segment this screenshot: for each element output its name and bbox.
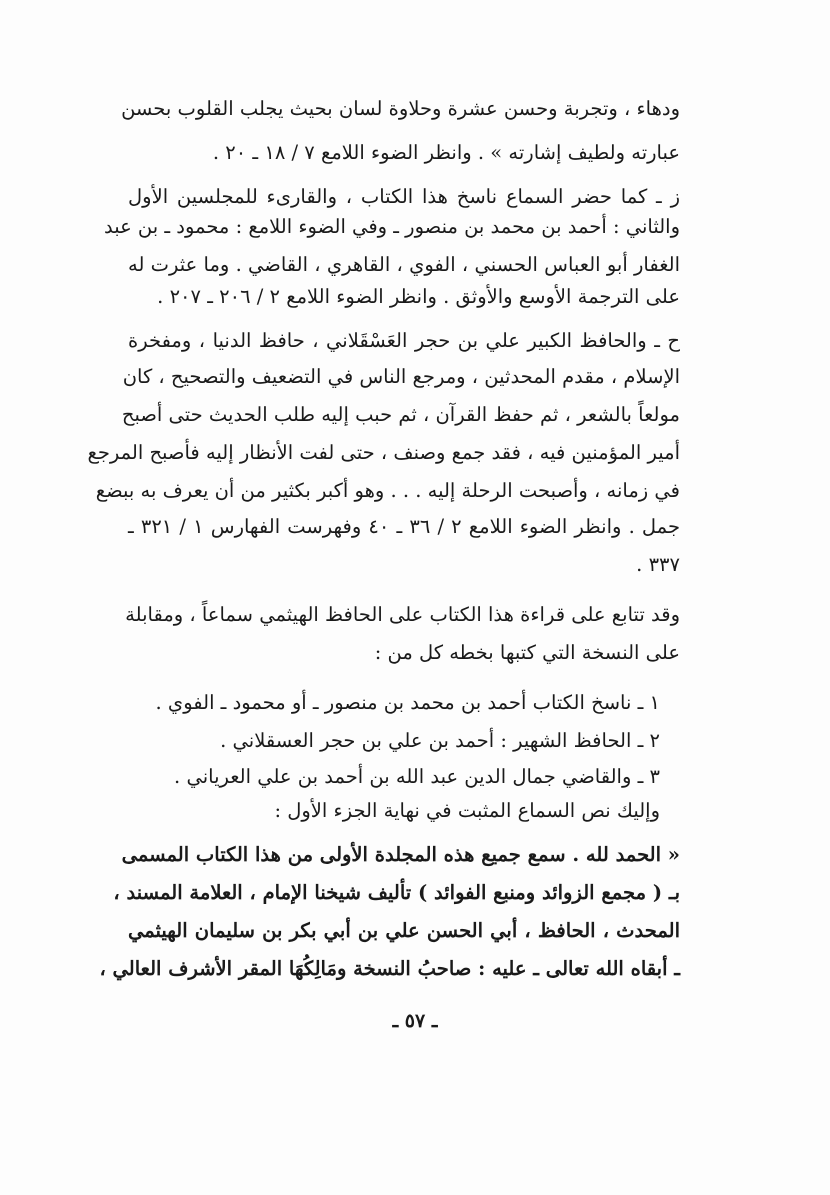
- body-line: الغفار أبو العباس الحسني ، الفوي ، القاهري ، القاضي . وما عثرت له: [128, 253, 680, 276]
- body-line: جمل . وانظر الضوء اللامع ٢ / ٣٦ ـ ٤٠ وفهرست الفهارس ١ / ٣٢١ ـ: [128, 515, 680, 538]
- list-item: ٢ ـ الحافظ الشهير : أحمد بن علي بن حجر العسقلاني .: [220, 729, 660, 752]
- body-line: ز ـ كما حضر السماع ناسخ هذا الكتاب ، والقارىء للمجلسين الأول: [128, 185, 680, 208]
- quote-line: « الحمد لله . سمع جميع هذه المجلدة الأولى من هذا الكتاب المسمى: [121, 843, 680, 866]
- list-intro: وإليك نص السماع المثبت في نهاية الجزء الأول :: [274, 799, 660, 822]
- body-line: ح ـ والحافظ الكبير علي بن حجر العَسْقَلاني ، حافظ الدنيا ، ومفخرة: [128, 329, 680, 352]
- body-line: ودهاء ، وتجربة وحسن عشرة وحلاوة لسان بحيث يجلب القلوب بحسن: [121, 97, 680, 120]
- body-line: عبارته ولطيف إشارته » . وانظر الضوء اللامع ٧ / ١٨ ـ ٢٠ .: [212, 141, 680, 164]
- body-line: في زمانه ، وأصبحت الرحلة إليه . . . وهو أكبر بكثير من أن يعرف به ببضع: [95, 479, 680, 502]
- list-item: ١ ـ ناسخ الكتاب أحمد بن محمد بن منصور ـ أو محمود ـ الفوي .: [155, 691, 660, 714]
- page-number: ـ ٥٧ ـ: [392, 1010, 438, 1032]
- body-line: وقد تتابع على قراءة هذا الكتاب على الحافظ الهيثمي سماعاً ، ومقابلة: [125, 603, 680, 626]
- body-line: ٣٣٧ .: [636, 553, 680, 576]
- quote-line: المحدث ، الحافظ ، أبي الحسن علي بن أبي بكر بن سليمان الهيثمي: [128, 919, 680, 942]
- body-line: مولعاً بالشعر ، ثم حفظ القرآن ، ثم حبب إليه طلب الحديث حتى أصبح: [121, 403, 680, 426]
- body-line: والثاني : أحمد بن محمد بن منصور ـ وفي الضوء اللامع : محمود ـ بن عبد: [103, 215, 680, 238]
- list-item: ٣ ـ والقاضي جمال الدين عبد الله بن أحمد بن علي العرياني .: [174, 765, 660, 788]
- body-line: على النسخة التي كتبها بخطه كل من :: [374, 641, 680, 664]
- body-line: الإسلام ، مقدم المحدثين ، ومرجع الناس في التضعيف والتصحيح ، كان: [122, 365, 680, 388]
- quote-line: بـ ( مجمع الزوائد ومنبع الفوائد ) تأليف شيخنا الإمام ، العلامة المسند ،: [113, 881, 680, 904]
- page-body: [87, 0, 680, 1000]
- body-line: على الترجمة الأوسع والأوثق . وانظر الضوء اللامع ٢ / ٢٠٦ ـ ٢٠٧ .: [157, 285, 680, 308]
- body-line: أمير المؤمنين فيه ، فقد جمع وصنف ، حتى لفت الأنظار إليه فأصبح المرجع: [87, 441, 680, 464]
- quote-line: ـ أبقاه الله تعالى ـ عليه : صاحبُ النسخة ومَالِكُهَا المقر الأشرف العالي ،: [99, 957, 680, 980]
